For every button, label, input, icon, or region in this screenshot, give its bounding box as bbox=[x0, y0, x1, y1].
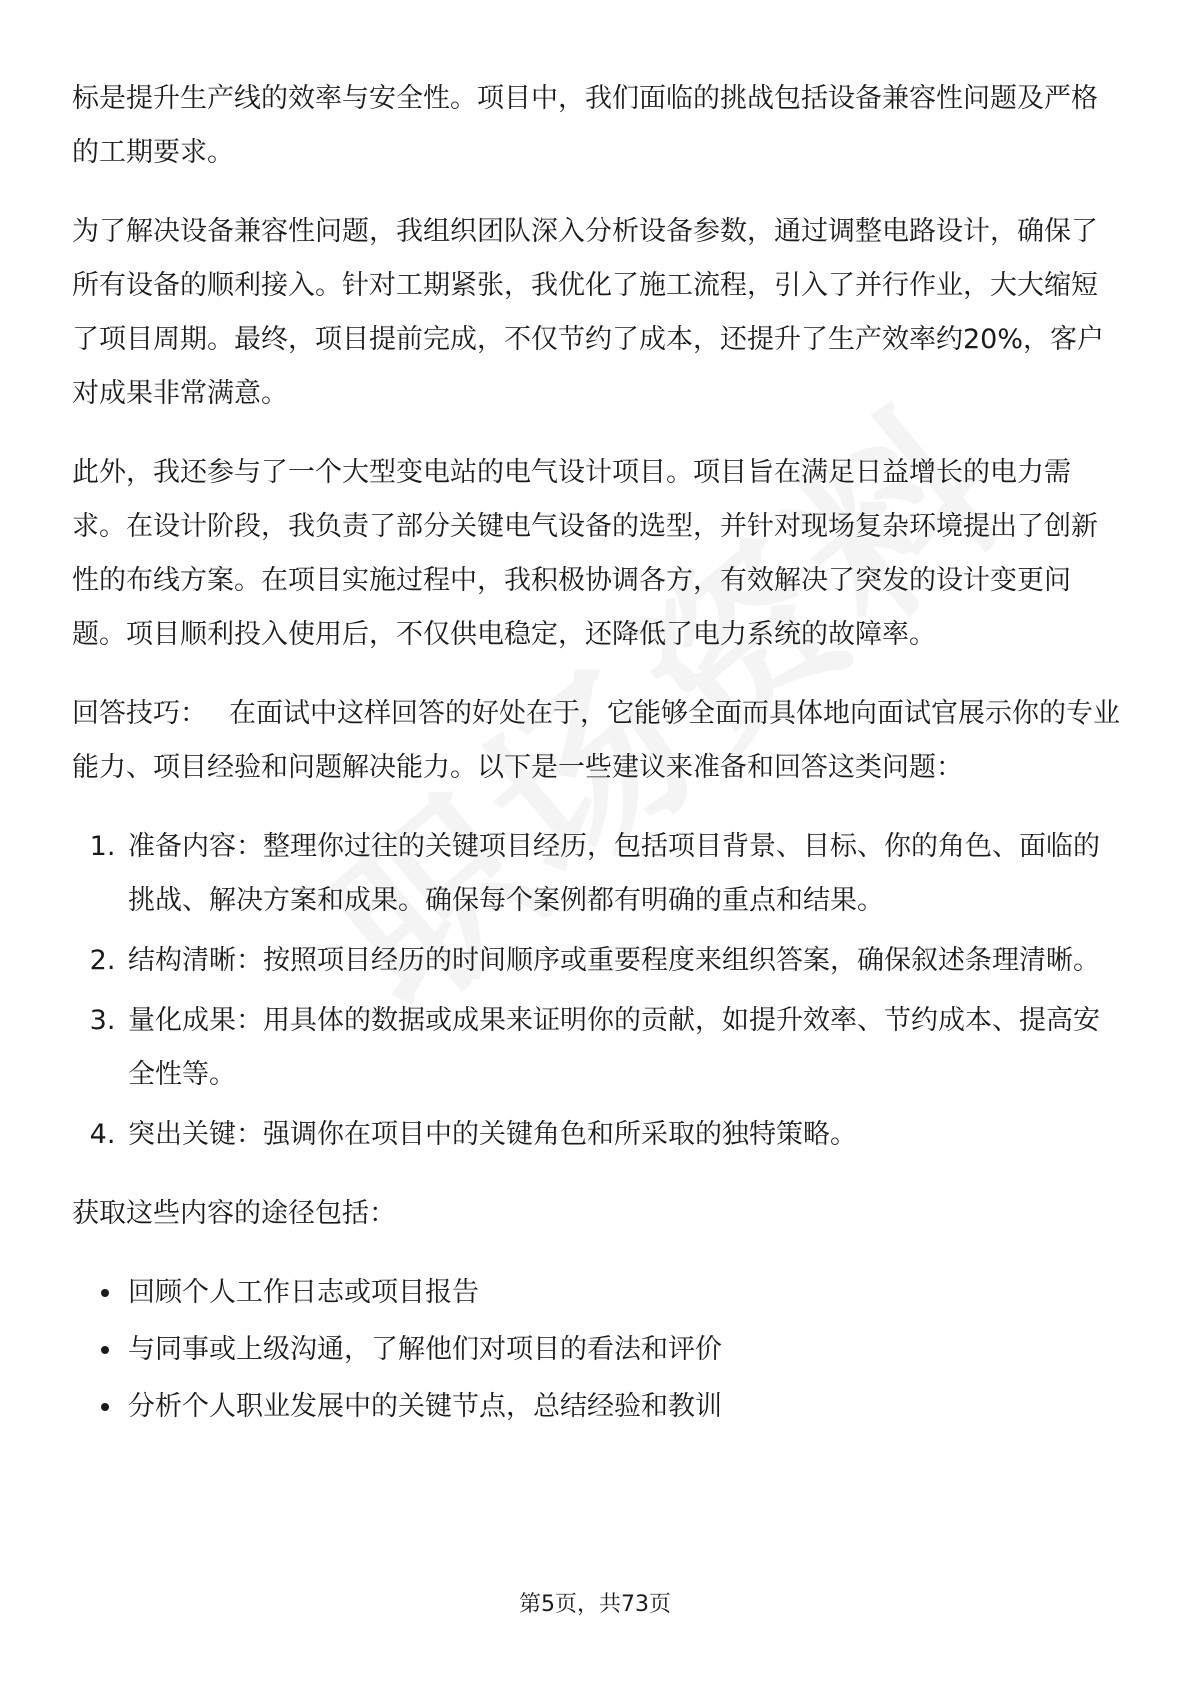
answer-tips-label: 回答技巧： bbox=[72, 698, 207, 729]
paragraph-solution: 为了解决设备兼容性问题，我组织团队深入分析设备参数，通过调整电路设计，确保了所有设备的顺利接入。针对工期紧张，我优化了施工流程，引入了并行作业，大大缩短了项目周期。最终，项目提前完成，不仅节约了成本，还提升了生产效率约20%，客户对成果非常满意。 bbox=[72, 216, 1105, 409]
list-item: • 分析个人职业发展中的关键节点，总结经验和教训 bbox=[124, 1380, 1122, 1434]
list-item: 2. 结构清晰：按照项目经历的时间顺序或重要程度来组织答案，确保叙述条理清晰。 bbox=[124, 934, 1122, 988]
list-item: • 回顾个人工作日志或项目报告 bbox=[124, 1266, 1122, 1320]
sources-heading: 获取这些内容的途径包括： bbox=[72, 1198, 396, 1229]
list-item: 3. 量化成果：用具体的数据或成果来证明你的贡献，如提升效率、节约成本、提高安全性等。 bbox=[124, 994, 1122, 1102]
list-item: 1. 准备内容：整理你过往的关键项目经历，包括项目背景、目标、你的角色、面临的挑战、解决方案和成果。确保每个案例都有明确的重点和结果。 bbox=[124, 820, 1122, 928]
answer-tips-intro: 在面试中这样回答的好处在于，它能够全面而具体地向面试官展示你的专业能力、项目经验和问题解决能力。以下是一些建议来准备和回答这类问题： bbox=[72, 698, 1120, 783]
list-item: 4. 突出关键：强调你在项目中的关键角色和所采取的独特策略。 bbox=[124, 1108, 1122, 1162]
paragraph-answer-tips bbox=[72, 687, 1122, 795]
sources-list bbox=[72, 1266, 1122, 1434]
page-number: 第5页，共73页 bbox=[519, 1592, 671, 1617]
tips-list bbox=[72, 820, 1122, 1162]
document-page bbox=[72, 72, 1122, 1437]
paragraph-substation-project: 此外，我还参与了一个大型变电站的电气设计项目。项目旨在满足日益增长的电力需求。在设计阶段，我负责了部分关键电气设备的选型，并针对现场复杂环境提出了创新性的布线方案。在项目实施过程中，我积极协调各方，有效解决了突发的设计变更问题。项目顺利投入使用后，不仅供电稳定，还降低了电力系统的故障率。 bbox=[72, 457, 1098, 650]
list-item: • 与同事或上级沟通，了解他们对项目的看法和评价 bbox=[124, 1323, 1122, 1377]
paragraph-project-goal: 标是提升生产线的效率与安全性。项目中，我们面临的挑战包括设备兼容性问题及严格的工期要求。 bbox=[72, 83, 1098, 168]
